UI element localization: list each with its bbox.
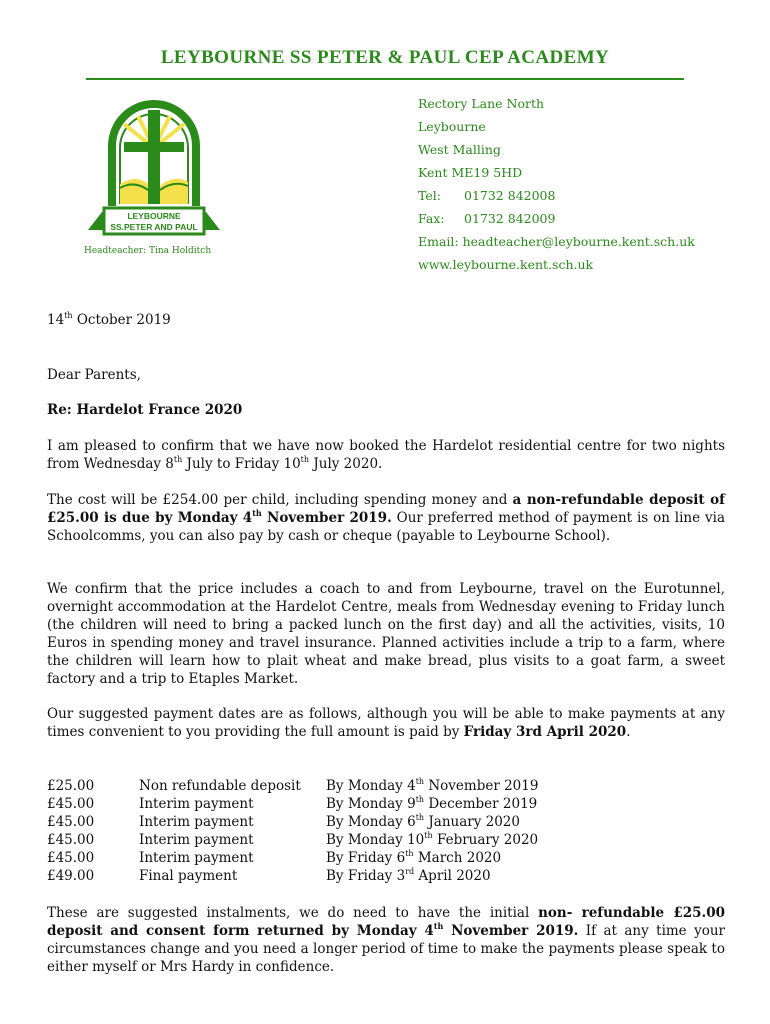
paragraph-inclusions: We confirm that the price includes a coach to and from Leybourne, travel on the Eurotunnel, overnight accommodation at the Hardelot Centre, meals from Wednesday evening to Friday lunch (the children will need to bring a packed lunch on the first day) and all the activities, visits, 10 Euros in spending money and travel insurance. Planned activities include a trip to a farm, where the children will learn how to plait wheat and make bread, plus visits to a goat farm, a sweet factory and a trip to Etaples Market. <box>47 581 725 687</box>
payment-amount: £25.00 <box>47 778 95 794</box>
payment-due-date: By Friday 3rd April 2020 <box>326 867 491 884</box>
payment-due-date: By Monday 9th December 2019 <box>326 795 538 812</box>
payment-row <box>47 813 538 831</box>
payment-schedule <box>47 777 538 885</box>
headteacher-name: Headteacher: Tina Holditch <box>84 246 212 256</box>
paragraph-payment-dates: Our suggested payment dates are as follows, although you will be able to make payments at any times convenient to you providing the full amount is paid by Friday 3rd April 2020. <box>47 706 725 740</box>
fax <box>418 207 695 230</box>
header-divider <box>86 78 684 80</box>
payment-amount: £45.00 <box>47 832 95 848</box>
paragraph-booking: I am pleased to confirm that we have now booked the Hardelot residential centre for two nights from Wednesday 8th July to Friday 10th July 2020. <box>47 438 725 472</box>
payment-type: Interim payment <box>139 850 254 866</box>
payment-row <box>47 777 538 795</box>
letter-date: 14th October 2019 <box>47 311 171 328</box>
payment-type: Non refundable deposit <box>139 778 301 794</box>
payment-row <box>47 867 538 885</box>
payment-row <box>47 831 538 849</box>
payment-amount: £45.00 <box>47 814 95 830</box>
school-name: LEYBOURNE SS PETER & PAUL CEP ACADEMY <box>160 47 610 68</box>
logo-text-bottom: SS.PETER AND PAUL <box>110 222 198 232</box>
email-address[interactable]: Email: headteacher@leybourne.kent.sch.uk <box>418 234 695 249</box>
address-line: Rectory Lane North <box>418 96 545 111</box>
payment-type: Interim payment <box>139 796 254 812</box>
payment-due-date: By Monday 4th November 2019 <box>326 777 539 794</box>
telephone <box>418 184 695 207</box>
payment-type: Final payment <box>139 868 238 884</box>
payment-type: Interim payment <box>139 832 254 848</box>
payment-amount: £49.00 <box>47 868 95 884</box>
payment-type: Interim payment <box>139 814 254 830</box>
payment-row <box>47 849 538 867</box>
fax-label: Fax: <box>418 211 445 226</box>
paragraph-instalments: These are suggested instalments, we do need to have the initial non- refundable £25.00 deposit and consent form returned by Monday 4th November 2019. If at any time your circumstances change and you need a longer period of time to make the payments please speak to either myself or Mrs Hardy in confidence. <box>47 905 725 975</box>
school-address <box>418 92 695 276</box>
school-logo <box>80 88 228 238</box>
payment-due-date: By Monday 6th January 2020 <box>326 813 520 830</box>
greeting: Dear Parents, <box>47 367 141 383</box>
website-link[interactable]: www.leybourne.kent.sch.uk <box>418 257 594 272</box>
logo-text-top: LEYBOURNE <box>127 211 181 221</box>
payment-amount: £45.00 <box>47 796 95 812</box>
address-line: West Malling <box>418 142 501 157</box>
subject-line: Re: Hardelot France 2020 <box>47 402 243 418</box>
payment-row <box>47 795 538 813</box>
payment-due-date: By Friday 6th March 2020 <box>326 849 502 866</box>
address-line: Kent ME19 5HD <box>418 165 523 180</box>
payment-amount: £45.00 <box>47 850 95 866</box>
fax-number: 01732 842009 <box>464 211 556 226</box>
address-line: Leybourne <box>418 119 486 134</box>
payment-due-date: By Monday 10th February 2020 <box>326 831 539 848</box>
paragraph-cost: The cost will be £254.00 per child, including spending money and a non-refundable deposit of £25.00 is due by Monday 4th November 2019. Our preferred method of payment is on line via Schoolcomms, you can also pay by cash or cheque (payable to Leybourne School). <box>47 492 725 544</box>
tel-label: Tel: <box>418 188 441 203</box>
tel-number: 01732 842008 <box>464 188 556 203</box>
